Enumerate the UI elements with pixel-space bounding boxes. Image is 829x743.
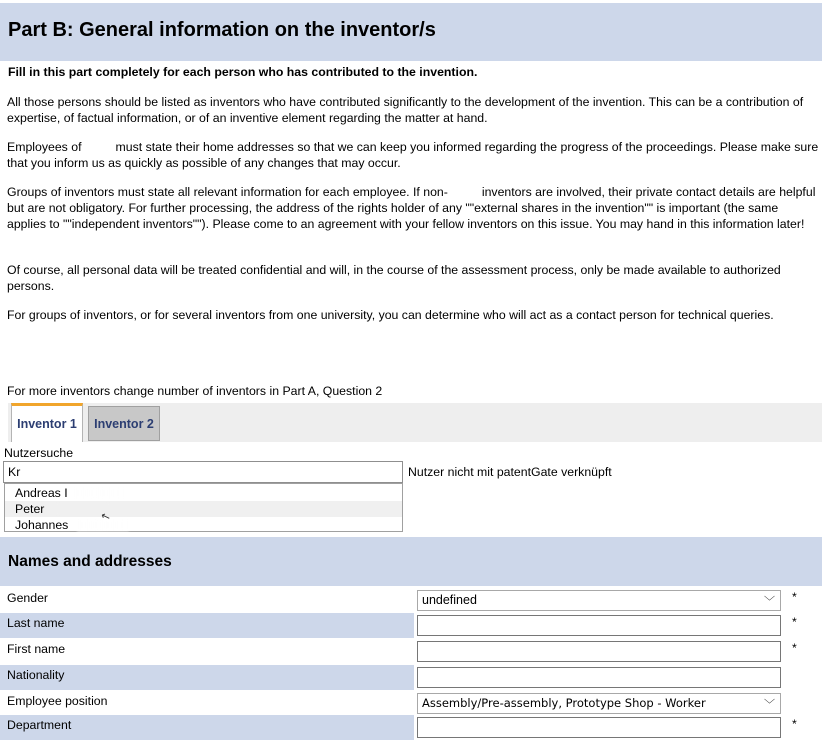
user-search-input[interactable]: [3, 461, 403, 483]
row-gender: [0, 588, 822, 613]
required-marker: *: [792, 590, 797, 604]
user-search-status: Nutzer nicht mit patentGate verknüpft: [408, 465, 612, 479]
section-title: Names and addresses: [8, 553, 172, 570]
employee-position-cell: [414, 691, 822, 716]
gender-cell: [414, 588, 822, 613]
suggestion-name: Johannes: [15, 518, 69, 532]
paragraph-privacy: Of course, all personal data will be treated confidential and will, in the course of the assessment process, only be made available to authorized persons.: [7, 263, 781, 293]
suggestion-name: Andreas I: [15, 486, 68, 500]
paragraph-contact: For groups of inventors, or for several inventors from one university, you can determine who will act as a contact person for technical queries.: [7, 308, 774, 322]
employee-position-value: Assembly/Pre-assembly, Prototype Shop - Worker: [422, 696, 706, 710]
nationality-cell: [414, 665, 822, 690]
row-last-name: [0, 613, 822, 638]
required-marker: *: [792, 717, 797, 731]
redaction: [73, 487, 125, 499]
paragraph-employees-start: Employees of: [7, 140, 82, 154]
department-label: Department: [0, 715, 414, 740]
intro-text: Fill in this part completely for each person who has contributed to the invention.: [8, 65, 478, 79]
mouse-cursor-icon: ↖: [99, 509, 113, 525]
tab-inventor-2[interactable]: Inventor 2: [88, 406, 160, 441]
paragraph-groups-start: Groups of inventors must state all relevant information for each employee. If non-: [7, 185, 448, 199]
required-marker: *: [792, 615, 797, 629]
more-inventors-note: For more inventors change number of inventors in Part A, Question 2: [7, 384, 383, 398]
tab-inventor-1[interactable]: Inventor 1: [11, 403, 83, 442]
department-cell: [414, 715, 822, 740]
employee-position-label: Employee position: [7, 694, 108, 708]
user-search-label: Nutzersuche: [4, 446, 74, 460]
paragraph-groups-rest: inventors are involved, their private contact details are helpful but are not obligatory. For further processing, the address of the rights holder of any ""external shares in the invention"" is important (the same applies to ""independent inventors""). Please come to an agreement with your fellow inventors on this issue. You may hand in this information later!: [7, 185, 816, 231]
suggestion-item[interactable]: [5, 517, 402, 533]
first-name-label: First name: [7, 642, 66, 656]
row-employee-position: [0, 691, 822, 716]
gender-select[interactable]: [417, 590, 781, 611]
suggestion-item[interactable]: [5, 501, 402, 517]
employee-position-select[interactable]: [417, 693, 781, 714]
page-title: Part B: General information on the inventor/s: [8, 19, 436, 41]
first-name-cell: [414, 639, 822, 664]
row-department: [0, 715, 822, 740]
suggestion-name: Peter: [15, 502, 45, 516]
gender-value: undefined: [422, 593, 477, 607]
paragraph-inventors: All those persons should be listed as inventors who have contributed significantly to the development of the invention. This can be a contribution of expertise, of factual information, or of an inventive element regarding the matter at hand.: [7, 95, 804, 125]
row-nationality: [0, 665, 822, 690]
row-first-name: [0, 639, 822, 664]
gender-label: Gender: [7, 591, 49, 605]
user-suggestions-list: [4, 483, 403, 532]
department-input[interactable]: [417, 717, 781, 738]
nationality-input[interactable]: [417, 667, 781, 688]
nationality-label: Nationality: [0, 665, 414, 690]
paragraph-groups: [7, 184, 819, 232]
suggestion-item[interactable]: [5, 485, 402, 501]
last-name-cell: [414, 613, 822, 638]
inventor-tabbar: [8, 403, 822, 442]
chevron-down-icon: ﹀: [764, 595, 775, 608]
chevron-down-icon: ﹀: [764, 698, 775, 711]
paragraph-employees-rest: must state their home addresses so that we can keep you informed regarding the progress of the proceedings. Please make sure that you inform us as quickly as possible of any changes that may occur.: [7, 140, 819, 170]
last-name-label: Last name: [0, 613, 414, 638]
first-name-input[interactable]: [417, 641, 781, 662]
last-name-input[interactable]: [417, 615, 781, 636]
paragraph-employees: [7, 139, 819, 171]
required-marker: *: [792, 641, 797, 655]
